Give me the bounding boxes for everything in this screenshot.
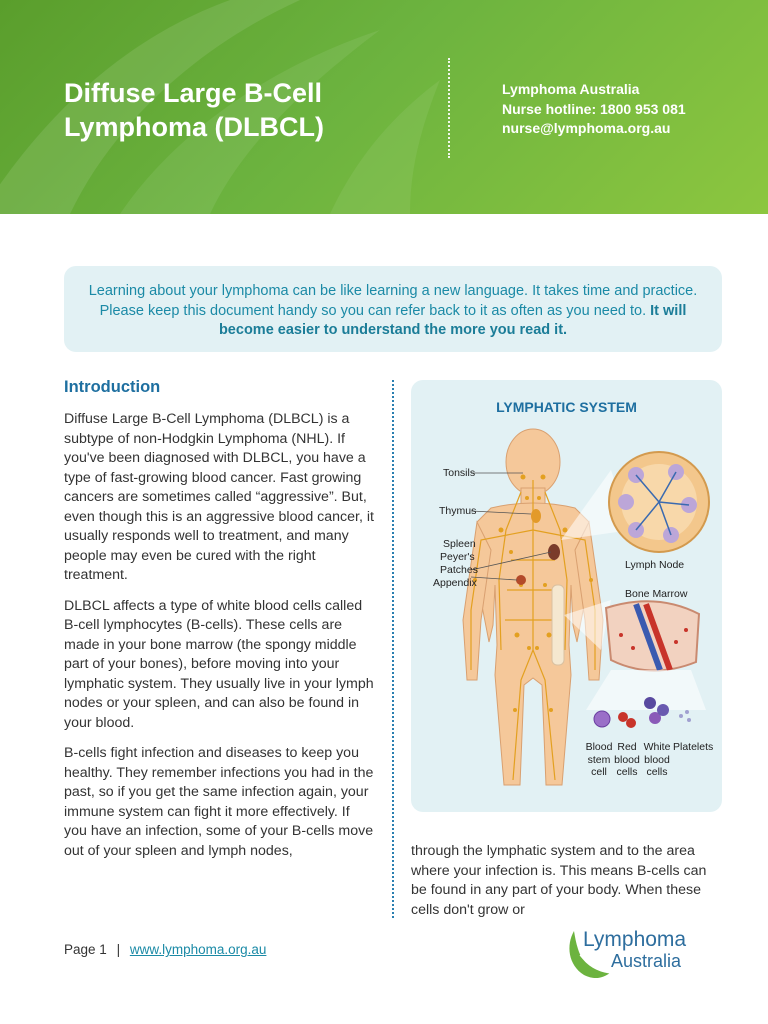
- nurse-hotline[interactable]: Nurse hotline: 1800 953 081: [502, 100, 686, 117]
- logo-text-australia: Australia: [611, 951, 682, 971]
- website-link[interactable]: www.lymphoma.org.au: [129, 942, 267, 957]
- footer-separator: |: [116, 942, 121, 957]
- org-name: Lymphoma Australia: [502, 81, 640, 97]
- paragraph: B-cells fight infection and diseases to keep you healthy. They remember infections you had in the past, so if you get the same infection again, your immune system can fight it more effectively. If you have an infection, some of your B-cells move out of your spleen and lymph nodes,: [64, 745, 374, 859]
- label-peyers: Peyer's: [440, 551, 475, 563]
- column-divider: [392, 380, 394, 918]
- lymph-node-detail: [609, 452, 709, 552]
- label-red-blood-cells: Red blood cells: [614, 741, 640, 778]
- page-footer: [64, 942, 266, 957]
- header-divider: [448, 58, 450, 158]
- label-tonsils: Tonsils: [443, 467, 476, 479]
- paragraph: DLBCL affects a type of white blood cells called B-cell lymphocytes (B-cells). These cells are made in your bone marrow (the spongy middle part of your bones), before moving into your lymphatic system. They usually live in your lymph nodes or your spleen, and can also be found in your blood.: [64, 597, 374, 731]
- logo-text-lymphoma: Lymphoma: [583, 928, 687, 951]
- figure-title: LYMPHATIC SYSTEM: [496, 399, 637, 415]
- page-number: Page 1: [64, 942, 107, 957]
- thymus-organ: [531, 509, 541, 523]
- introduction-section: [64, 378, 374, 872]
- continued-paragraph: through the lymphatic system and to the area where your infection is. This means B-cells can be found in any part of your body. When these cells don't grow or: [411, 843, 707, 918]
- label-spleen: Spleen: [443, 538, 476, 550]
- label-bone-marrow: Bone Marrow: [625, 588, 688, 600]
- label-white-blood-cells: White blood cells: [643, 741, 671, 778]
- label-thymus: Thymus: [439, 505, 477, 517]
- femur-bone: [552, 585, 564, 665]
- lymphatic-system-figure: [411, 380, 722, 812]
- contact-info: [502, 80, 686, 139]
- paragraph: Diffuse Large B-Cell Lymphoma (DLBCL) is a subtype of non-Hodgkin Lymphoma (NHL). If you've been diagnosed with DLBCL, you have a type of fast-growing blood cancer. Fast growing cancers are sometimes called “aggressive”. But, even though this is an aggressive blood cancer, it usually responds well to treatment, and many people may even be cured with the right treatment.: [64, 411, 374, 583]
- bone-marrow-detail: [606, 601, 699, 671]
- label-platelets: Platelets: [673, 741, 714, 753]
- intro-callout: [64, 266, 722, 352]
- introduction-heading: Introduction: [64, 378, 161, 396]
- label-appendix: Appendix: [433, 577, 477, 589]
- label-lymph-node: Lymph Node: [625, 559, 685, 571]
- appendix-organ: [516, 575, 526, 585]
- label-blood-stem-cell: Blood stem cell: [585, 741, 613, 778]
- label-patches: Patches: [440, 564, 478, 576]
- intro-callout-bold: It will become easier to understand the more you read it.: [218, 302, 687, 338]
- page-title: Diffuse Large B-Cell Lymphoma (DLBCL): [64, 78, 324, 142]
- header-banner: [0, 0, 768, 214]
- intro-callout-text: Learning about your lymphoma can be like learning a new language. It takes time and practice. Please keep this document handy so you can refer back to it as often as you need to.: [88, 283, 698, 319]
- nurse-email[interactable]: nurse@lymphoma.org.au: [502, 120, 671, 136]
